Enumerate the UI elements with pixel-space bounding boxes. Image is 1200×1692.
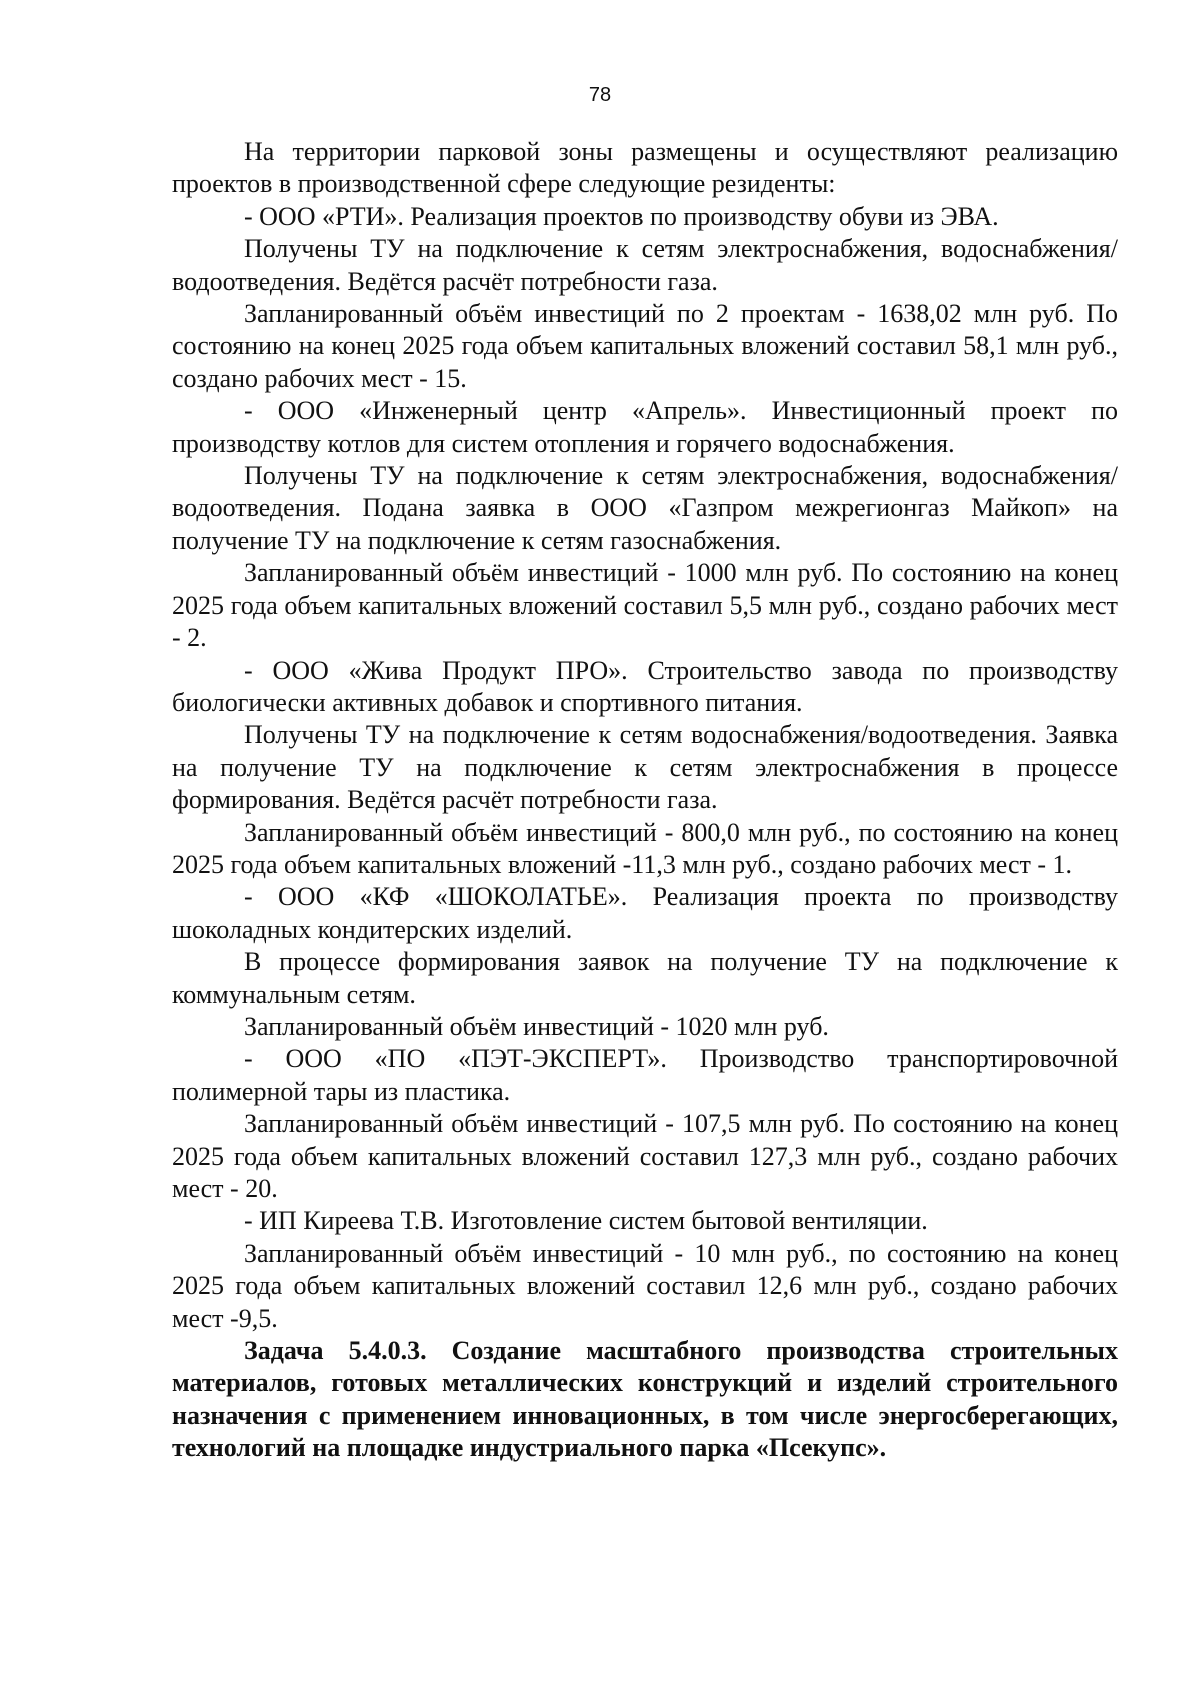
paragraph-resident-pet-expert: - ООО «ПО «ПЭТ-ЭКСПЕРТ». Производство транспортировочной полимерной тары из пластика. [172, 1044, 1118, 1106]
paragraph-intro: На территории парковой зоны размещены и осуществляют реализацию проектов в производственной сфере следующие резиденты: [172, 137, 1118, 199]
paragraph-zhiva-investment: Запланированный объём инвестиций - 800,0 млн руб., по состоянию на конец 2025 года объем капитальных вложений -11,3 млн руб., создано рабочих мест - 1. [172, 817, 1118, 879]
paragraph-resident-rti: - ООО «РТИ». Реализация проектов по производству обуви из ЭВА. [244, 201, 999, 231]
task-heading: Задача 5.4.0.3. Создание масштабного производства строительных материалов, готовых металлических конструкций и изделий строительного назначения с применением инновационных, в том числе энергосберегающих, технологий на площадке индустриального парка «Псекупс». [172, 1336, 1118, 1463]
paragraph-pet-expert-investment: Запланированный объём инвестиций - 107,5 млн руб. По состоянию на конец 2025 года объем капитальных вложений составил 127,3 млн руб., создано рабочих мест - 20. [172, 1109, 1118, 1203]
paragraph-rti-tu: Получены ТУ на подключение к сетям электроснабжения, водоснабжения/водоотведения. Ведётся расчёт потребности газа. [172, 234, 1118, 296]
paragraph-resident-zhiva: - ООО «Жива Продукт ПРО». Строительство завода по производству биологически активных добавок и спортивного питания. [172, 655, 1118, 717]
paragraph-resident-kireeva: - ИП Киреева Т.В. Изготовление систем бытовой вентиляции. [244, 1206, 928, 1236]
paragraph-april-investment: Запланированный объём инвестиций - 1000 млн руб. По состоянию на конец 2025 года объем капитальных вложений составил 5,5 млн руб., создано рабочих мест - 2. [172, 558, 1118, 653]
document-body [172, 136, 1118, 1465]
paragraph-zhiva-tu: Получены ТУ на подключение к сетям водоснабжения/водоотведения. Заявка на получение ТУ на подключение к сетям электроснабжения в процессе формирования. Ведётся расчёт потребности газа. [172, 720, 1118, 815]
paragraph-resident-shokolatie: - ООО «КФ «ШОКОЛАТЬЕ». Реализация проекта по производству шоколадных кондитерских изделий. [172, 882, 1118, 944]
paragraph-shokolatie-tu: В процессе формирования заявок на получение ТУ на подключение к коммунальным сетям. [172, 947, 1118, 1009]
paragraph-rti-investment: Запланированный объём инвестиций по 2 проектам - 1638,02 млн руб. По состоянию на конец 2025 года объем капитальных вложений составил 58,1 млн руб., создано рабочих мест - 15. [172, 299, 1118, 393]
paragraph-resident-april: - ООО «Инженерный центр «Апрель». Инвестиционный проект по производству котлов для систем отопления и горячего водоснабжения. [172, 396, 1118, 458]
paragraph-april-tu: Получены ТУ на подключение к сетям электроснабжения, водоснабжения/водоотведения. Подана заявка в ООО «Газпром межрегионгаз Майкоп» на получение ТУ на подключение к сетям газоснабжения. [172, 461, 1118, 555]
page-number: 78 [588, 84, 612, 106]
paragraph-shokolatie-investment: Запланированный объём инвестиций - 1020 млн руб. [244, 1011, 829, 1041]
paragraph-kireeva-investment: Запланированный объём инвестиций - 10 млн руб., по состоянию на конец 2025 года объем капитальных вложений составил 12,6 млн руб., создано рабочих мест -9,5. [172, 1238, 1118, 1333]
